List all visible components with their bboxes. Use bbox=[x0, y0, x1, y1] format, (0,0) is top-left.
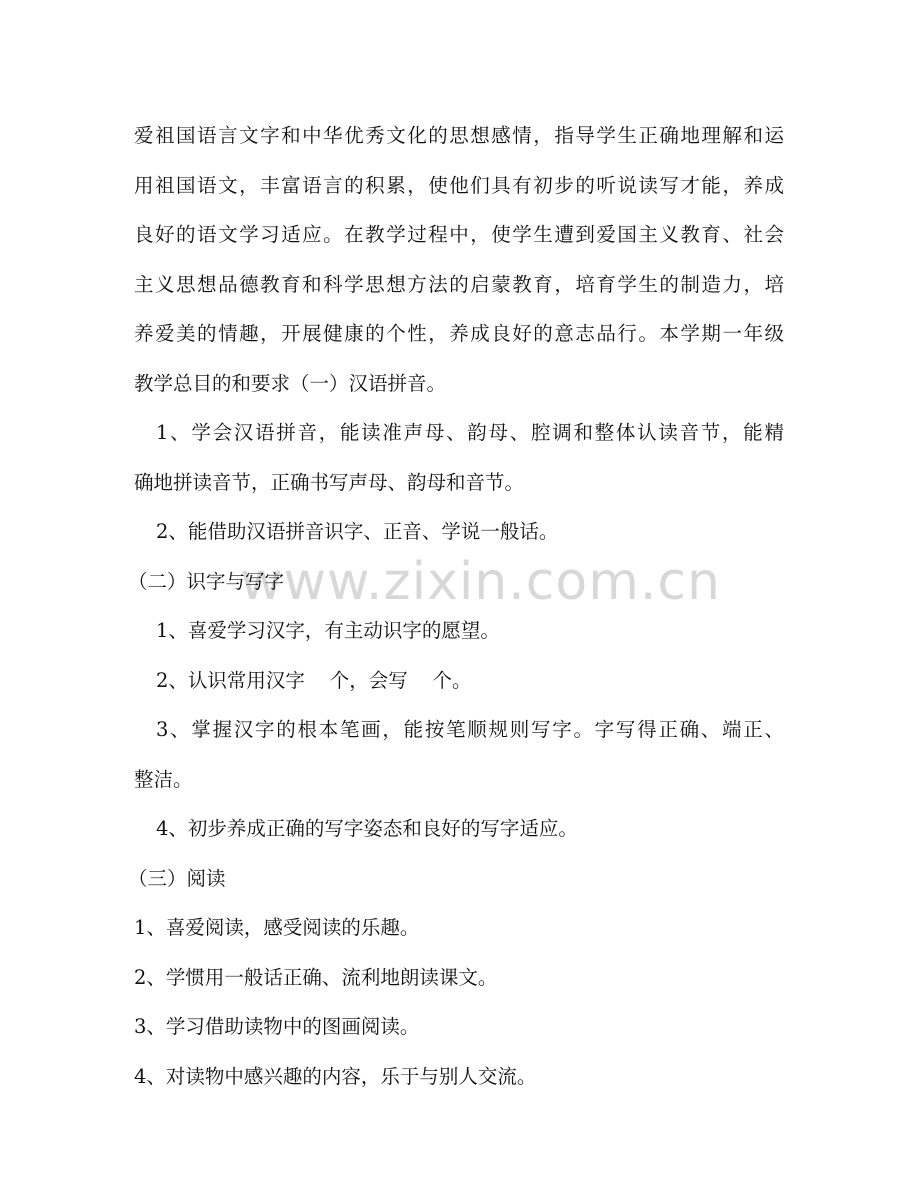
list-item: 1、喜爱阅读，感受阅读的乐趣。 bbox=[134, 916, 420, 939]
list-item-line: 1、学会汉语拼音，能读准声母、韵母、腔调和整体认读音节，能精 bbox=[156, 421, 784, 444]
list-item: 3、学习借助读物中的图画阅读。 bbox=[134, 1015, 420, 1038]
paragraph-line: 爱祖国语言文字和中华优秀文化的思想感情，指导学生正确地理解和运 bbox=[134, 124, 784, 147]
list-item: 2、认识常用汉字 个，会写 个。 bbox=[156, 669, 472, 692]
list-item: 2、能借助汉语拼音识字、正音、学说一般话。 bbox=[156, 520, 559, 543]
paragraph-line: 养爱美的情趣，开展健康的个性，养成良好的意志品行。本学期一年级 bbox=[134, 322, 784, 345]
paragraph-line: 用祖国语文，丰富语言的积累，使他们具有初步的听说读写才能，养成 bbox=[134, 174, 784, 197]
list-item-line: 3、掌握汉字的根本笔画，能按笔顺规则写字。字写得正确、端正、 bbox=[156, 718, 784, 741]
section-heading: （二）识字与写字 bbox=[128, 570, 285, 593]
section-heading: （三）阅读 bbox=[128, 867, 226, 890]
list-item: 2、学惯用一般话正确、流利地朗读课文。 bbox=[134, 966, 498, 989]
watermark: www.zixin.com.cn bbox=[240, 552, 721, 612]
list-item-line: 确地拼读音节，正确书写声母、韵母和音节。 bbox=[134, 471, 525, 494]
paragraph-line: 主义思想品德教育和科学思想方法的启蒙教育，培育学生的制造力，培 bbox=[134, 273, 784, 296]
paragraph-line: 良好的语文学习适应。在教学过程中，使学生遭到爱国主义教育、社会 bbox=[134, 223, 784, 246]
list-item: 4、初步养成正确的写字姿态和良好的写字适应。 bbox=[156, 817, 578, 840]
list-item-line: 整洁。 bbox=[134, 768, 193, 791]
list-item: 1、喜爱学习汉字，有主动识字的愿望。 bbox=[156, 619, 500, 642]
paragraph-line: 教学总目的和要求（一）汉语拼音。 bbox=[134, 372, 447, 395]
list-item: 4、对读物中感兴趣的内容，乐于与别人交流。 bbox=[134, 1065, 537, 1088]
